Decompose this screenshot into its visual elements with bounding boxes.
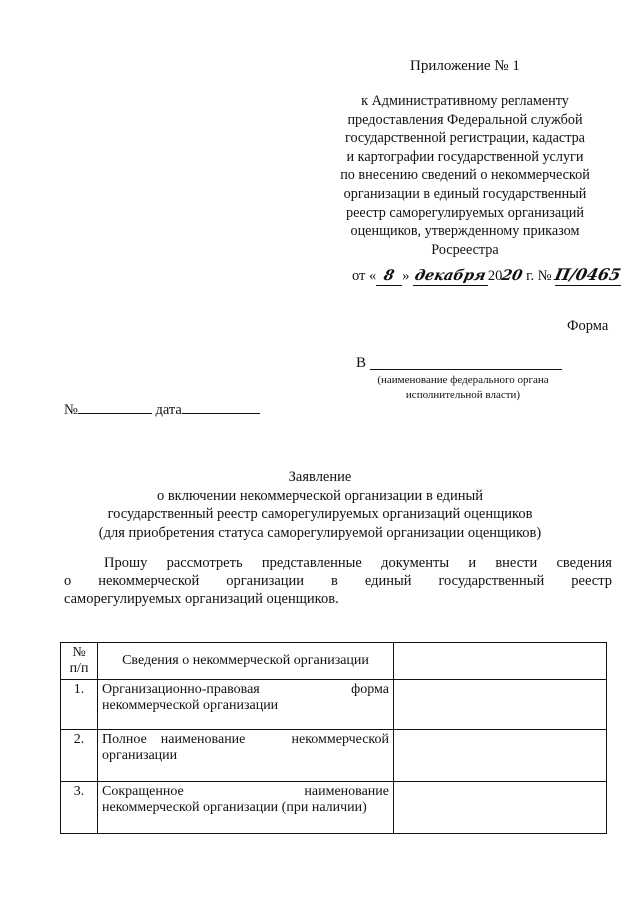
number-label: № <box>64 402 78 418</box>
row-num: 2. <box>61 730 98 782</box>
word: документы <box>381 555 450 571</box>
handwritten-day: 8 <box>382 267 397 284</box>
row-label <box>98 782 394 834</box>
header-label: Сведения о некоммерческой организации <box>122 653 369 668</box>
organization-info-table <box>60 642 607 834</box>
date-field-line[interactable] <box>182 412 260 414</box>
row-value-cell[interactable] <box>394 680 607 730</box>
word: в <box>331 573 338 589</box>
handwritten-order-number: П/0465 <box>553 265 623 284</box>
statement-title: Заявление <box>288 469 352 485</box>
row-label <box>98 680 394 730</box>
word: государственный <box>438 573 545 589</box>
date-label: дата <box>155 402 182 418</box>
word: организации <box>226 573 305 589</box>
request-line-3: саморегулируемых организаций оценщиков. <box>64 591 339 607</box>
row-label-part: форма <box>351 682 389 697</box>
word: единый <box>364 573 412 589</box>
word: сведения <box>556 555 612 571</box>
form-label: Форма <box>567 318 609 334</box>
table-row <box>61 782 607 834</box>
number-field-line[interactable] <box>78 412 152 414</box>
appendix-line: к Административному регламенту <box>361 93 569 109</box>
word: рассмотреть <box>166 555 243 571</box>
recipient-prefix: В <box>356 355 367 371</box>
row-label-part: некоммерческой организации (при наличии) <box>102 800 367 815</box>
appendix-line: по внесению сведений о некоммерческой <box>340 167 590 184</box>
header-num-cell <box>61 643 98 680</box>
date-prefix: от « <box>352 268 377 284</box>
row-label-part: некоммерческой <box>291 732 389 747</box>
number-date-line <box>64 402 260 419</box>
appendix-description <box>330 92 600 259</box>
recipient-hint <box>358 373 568 403</box>
word: о <box>64 573 72 589</box>
appendix-line: и картографии государственной услуги <box>346 148 584 165</box>
appendix-title: Приложение № 1 <box>410 58 520 74</box>
order-date-line <box>352 265 621 286</box>
statement-line: государственный реестр саморегулируемых организаций оценщиков <box>107 506 533 522</box>
appendix-line: оценщиков, утвержденному приказом <box>350 223 580 240</box>
appendix-line: Росреестра <box>431 241 499 258</box>
row-label-part: Сокращенное <box>102 784 184 799</box>
recipient-hint-line: (наименование федерального органа <box>377 374 549 386</box>
row-label-part: некоммерческой организации <box>102 698 279 713</box>
word: некоммерческой <box>98 573 200 589</box>
row-value-cell[interactable] <box>394 730 607 782</box>
handwritten-year: 20 <box>500 267 525 284</box>
row-label-part: Организационно-правовая <box>102 682 260 697</box>
header-label-cell <box>98 643 394 680</box>
recipient-field-line[interactable] <box>370 369 562 370</box>
row-num: 1. <box>61 680 98 730</box>
table-row <box>61 730 607 782</box>
header-num: № п/п <box>69 645 89 676</box>
appendix-line: организации в единый государственный <box>343 185 587 202</box>
row-num: 3. <box>61 782 98 834</box>
row-value-cell[interactable] <box>394 782 607 834</box>
word: реестр <box>571 573 612 589</box>
statement-line: (для приобретения статуса саморегулируемой организации оценщиков) <box>98 524 542 541</box>
statement-heading <box>60 468 580 542</box>
request-line-1 <box>64 555 612 572</box>
word: представленные <box>261 555 362 571</box>
word: внести <box>495 555 538 571</box>
word: и <box>468 555 477 571</box>
request-line-2 <box>64 573 612 590</box>
row-label-part: наименование <box>304 784 389 799</box>
appendix-line: реестр саморегулируемых организаций <box>346 204 584 221</box>
handwritten-month: декабря <box>413 267 488 284</box>
date-mid: » <box>402 268 410 284</box>
statement-line: о включении некоммерческой организации в единый <box>156 487 484 504</box>
row-label-part: организации <box>102 748 178 763</box>
recipient-hint-line: исполнительной власти) <box>405 389 521 401</box>
year-print: 20 <box>487 268 503 284</box>
table-row <box>61 680 607 730</box>
row-label <box>98 730 394 782</box>
appendix-line: предоставления Федеральной службой <box>347 111 583 128</box>
appendix-line: государственной регистрации, кадастра <box>345 130 585 147</box>
table-header-row <box>61 643 607 680</box>
year-suffix: г. № <box>526 268 552 284</box>
header-value-cell[interactable] <box>394 643 607 680</box>
word: Прошу <box>104 555 148 571</box>
row-label-part: Полное наименование <box>102 732 246 747</box>
